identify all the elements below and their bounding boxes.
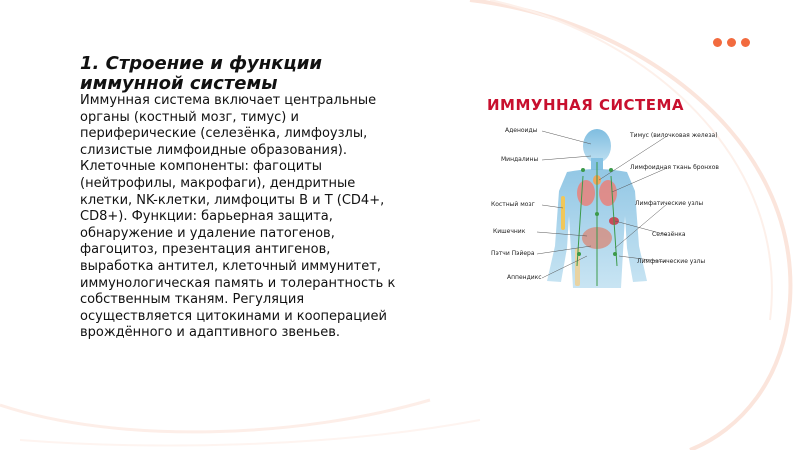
label-bone-marrow: Костный мозг [491,201,535,208]
label-thymus: Тимус (вилочковая железа) [630,132,718,139]
label-appendix: Аппендикс [507,274,542,281]
label-lymph-nodes-upper: Лимфатические узлы [635,200,704,207]
immune-system-figure [487,96,717,296]
label-intestine: Кишечник [493,228,526,235]
dot-icon [741,38,750,47]
decorative-dots [713,38,750,47]
label-bronchial-lymphoid-tissue: Лимфоидная ткань бронхов [630,164,719,171]
body-silhouette-illustration [487,96,717,296]
slide-title: 1. Строение и функции иммунной системы [80,53,322,94]
slide-body-text: Иммунная система включает центральные органы (костный мозг, тимус) и периферические (селезёнка, лимфоузлы, слизистые лимфоидные образования). Клеточные компоненты: фагоциты (нейтрофилы, макрофаги), дендритные клетки, NK-клетки, лимфоциты B и T (CD4+, CD8+). Функции: барьерная защита, обнаружение и удаление патогенов, фагоцитоз, презентация антигенов, выработка антител, клеточный иммунитет, иммунологическая память и толерантность к собственным тканям. Регуляция осуществляется цитокинами и кооперацией врождённого и адаптивного звеньев. [80,93,396,341]
label-lymph-nodes-lower: Лимфатические узлы [637,258,706,265]
dot-icon [713,38,722,47]
label-spleen: Селезёнка [652,231,686,238]
label-adenoids: Аденоиды [505,127,538,134]
label-tonsils: Миндалины [501,156,539,163]
figure-title: ИММУННАЯ СИСТЕМА [487,96,685,114]
dot-icon [727,38,736,47]
label-peyer-patches: Пэтчи Пэйера [491,250,535,257]
